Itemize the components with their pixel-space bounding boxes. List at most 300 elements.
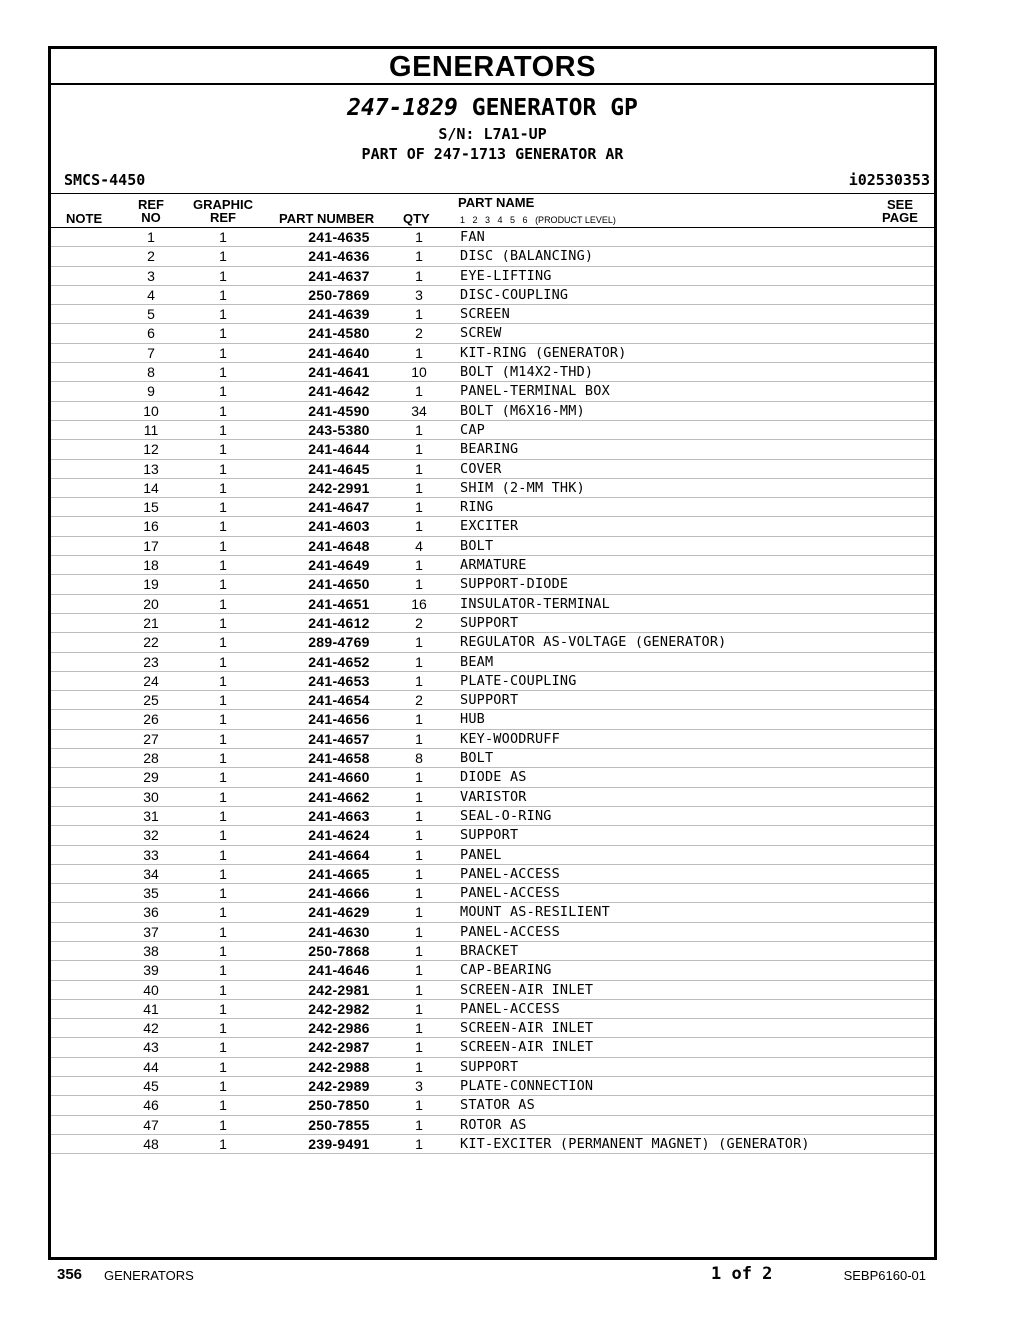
cell-part-number: 241-4642 <box>308 383 370 400</box>
cell-ref-no: 35 <box>143 885 159 902</box>
cell-ref-no: 1 <box>147 229 155 245</box>
header-ref-no <box>137 198 165 224</box>
cell-qty: 4 <box>415 537 423 554</box>
cell-part-number: 241-4648 <box>308 537 370 554</box>
cell-qty: 1 <box>415 518 423 535</box>
table-row <box>51 1038 934 1057</box>
cell-graphic-ref: 1 <box>219 595 227 612</box>
cell-part-number: 241-4666 <box>308 885 370 902</box>
cell-part-name: SCREEN-AIR INLET <box>460 1020 594 1037</box>
table-row <box>51 363 934 382</box>
cell-ref-no: 8 <box>147 364 155 381</box>
cell-part-name: BEARING <box>460 441 519 458</box>
cell-graphic-ref: 1 <box>219 1135 227 1152</box>
cell-part-number: 242-2988 <box>308 1058 370 1075</box>
cell-part-number: 241-4654 <box>308 692 370 709</box>
table-row <box>51 942 934 961</box>
table-row <box>51 749 934 768</box>
cell-part-number: 241-4635 <box>308 229 370 245</box>
cell-part-number: 241-4663 <box>308 807 370 824</box>
table-row <box>51 402 934 421</box>
cell-graphic-ref: 1 <box>219 769 227 786</box>
cell-graphic-ref: 1 <box>219 557 227 574</box>
cell-ref-no: 37 <box>143 923 159 940</box>
cell-ref-no: 45 <box>143 1078 159 1095</box>
cell-ref-no: 16 <box>143 518 159 535</box>
cell-ref-no: 6 <box>147 325 155 342</box>
cell-graphic-ref: 1 <box>219 846 227 863</box>
cell-ref-no: 7 <box>147 344 155 361</box>
cell-part-name: SCREW <box>460 325 502 342</box>
cell-part-name: EYE-LIFTING <box>460 267 552 284</box>
cell-qty: 10 <box>411 364 427 381</box>
cell-graphic-ref: 1 <box>219 306 227 323</box>
cell-graphic-ref: 1 <box>219 981 227 998</box>
table-row <box>51 826 934 845</box>
table-row <box>51 672 934 691</box>
cell-part-number: 250-7850 <box>308 1097 370 1114</box>
cell-part-number: 241-4624 <box>308 827 370 844</box>
cell-part-number: 241-4639 <box>308 306 370 323</box>
cell-part-number: 241-4629 <box>308 904 370 921</box>
cell-ref-no: 19 <box>143 576 159 593</box>
column-headers <box>51 193 934 228</box>
cell-ref-no: 3 <box>147 267 155 284</box>
cell-part-name: SCREEN-AIR INLET <box>460 981 594 998</box>
cell-qty: 1 <box>415 730 423 747</box>
cell-graphic-ref: 1 <box>219 460 227 477</box>
cell-part-number: 241-4641 <box>308 364 370 381</box>
table-row <box>51 1116 934 1135</box>
table-row <box>51 768 934 787</box>
cell-graphic-ref: 1 <box>219 325 227 342</box>
cell-qty: 1 <box>415 383 423 400</box>
cell-qty: 2 <box>415 692 423 709</box>
cell-ref-no: 24 <box>143 672 159 689</box>
cell-part-number: 241-4660 <box>308 769 370 786</box>
cell-graphic-ref: 1 <box>219 711 227 728</box>
cell-part-name: ROTOR AS <box>460 1116 527 1133</box>
cell-ref-no: 32 <box>143 827 159 844</box>
cell-qty: 2 <box>415 325 423 342</box>
cell-part-name: KIT-RING (GENERATOR) <box>460 344 627 361</box>
table-row <box>51 691 934 710</box>
cell-part-number: 250-7869 <box>308 286 370 303</box>
cell-ref-no: 48 <box>143 1135 159 1152</box>
cell-part-number: 250-7855 <box>308 1116 370 1133</box>
cell-graphic-ref: 1 <box>219 885 227 902</box>
cell-ref-no: 34 <box>143 865 159 882</box>
cell-qty: 1 <box>415 1039 423 1056</box>
cell-ref-no: 26 <box>143 711 159 728</box>
cell-graphic-ref: 1 <box>219 286 227 303</box>
cell-ref-no: 4 <box>147 286 155 303</box>
header-see-line1: SEE <box>886 197 913 212</box>
cell-qty: 1 <box>415 1097 423 1114</box>
cell-qty: 1 <box>415 827 423 844</box>
table-row <box>51 807 934 826</box>
header-graphic-line2: REF <box>210 210 236 225</box>
header-part-name: PART NAME <box>458 195 535 210</box>
cell-part-name: COVER <box>460 460 502 477</box>
cell-part-number: 241-4636 <box>308 248 370 265</box>
cell-graphic-ref: 1 <box>219 1000 227 1017</box>
table-row <box>51 923 934 942</box>
cell-part-number: 242-2987 <box>308 1039 370 1056</box>
cell-part-name: PANEL-ACCESS <box>460 923 560 940</box>
table-row <box>51 730 934 749</box>
cell-part-name: CAP-BEARING <box>460 962 552 979</box>
cell-graphic-ref: 1 <box>219 634 227 651</box>
cell-graphic-ref: 1 <box>219 942 227 959</box>
cell-qty: 1 <box>415 885 423 902</box>
cell-graphic-ref: 1 <box>219 653 227 670</box>
cell-part-name: SCREEN-AIR INLET <box>460 1039 594 1056</box>
cell-part-name: SHIM (2-MM THK) <box>460 479 585 496</box>
cell-graphic-ref: 1 <box>219 499 227 516</box>
cell-part-name: SEAL-O-RING <box>460 807 552 824</box>
cell-part-name: SUPPORT <box>460 614 519 631</box>
table-row <box>51 479 934 498</box>
table-row <box>51 1019 934 1038</box>
cell-graphic-ref: 1 <box>219 865 227 882</box>
cell-part-number: 241-4662 <box>308 788 370 805</box>
cell-ref-no: 5 <box>147 306 155 323</box>
cell-graphic-ref: 1 <box>219 827 227 844</box>
table-row <box>51 498 934 517</box>
table-row <box>51 324 934 343</box>
table-row <box>51 575 934 594</box>
cell-graphic-ref: 1 <box>219 1116 227 1133</box>
smcs-code: SMCS-4450 <box>64 171 146 189</box>
table-row <box>51 633 934 652</box>
cell-part-name: DISC-COUPLING <box>460 286 569 303</box>
cell-part-number: 241-4590 <box>308 402 370 419</box>
footer-section: GENERATORS <box>104 1268 194 1283</box>
cell-ref-no: 28 <box>143 750 159 767</box>
cell-graphic-ref: 1 <box>219 1058 227 1075</box>
cell-part-number: 241-4664 <box>308 846 370 863</box>
cell-graphic-ref: 1 <box>219 518 227 535</box>
illustration-id: i02530353 <box>848 171 930 189</box>
cell-qty: 1 <box>415 962 423 979</box>
cell-part-number: 241-4603 <box>308 518 370 535</box>
cell-part-name: SUPPORT <box>460 827 519 844</box>
cell-qty: 1 <box>415 229 423 245</box>
cell-part-name: PLATE-CONNECTION <box>460 1078 594 1095</box>
cell-part-number: 242-2989 <box>308 1078 370 1095</box>
cell-part-name: SUPPORT-DIODE <box>460 576 569 593</box>
cell-part-name: DIODE AS <box>460 769 527 786</box>
table-row <box>51 788 934 807</box>
cell-part-number: 241-4647 <box>308 499 370 516</box>
cell-qty: 1 <box>415 634 423 651</box>
cell-part-number: 241-4665 <box>308 865 370 882</box>
table-row <box>51 247 934 266</box>
cell-ref-no: 17 <box>143 537 159 554</box>
header-product-level-label: (PRODUCT LEVEL) <box>535 215 616 225</box>
cell-qty: 1 <box>415 1000 423 1017</box>
cell-graphic-ref: 1 <box>219 672 227 689</box>
cell-qty: 1 <box>415 846 423 863</box>
cell-ref-no: 31 <box>143 807 159 824</box>
cell-part-name: DISC (BALANCING) <box>460 248 594 265</box>
cell-part-name: STATOR AS <box>460 1097 535 1114</box>
header-qty: QTY <box>403 211 430 226</box>
cell-part-name: BRACKET <box>460 942 519 959</box>
cell-part-number: 241-4645 <box>308 460 370 477</box>
cell-ref-no: 44 <box>143 1058 159 1075</box>
serial-number: S/N: L7A1-UP <box>438 125 547 143</box>
cell-part-name: PANEL-ACCESS <box>460 1000 560 1017</box>
header-product-levels <box>460 214 616 227</box>
cell-ref-no: 41 <box>143 1000 159 1017</box>
cell-part-name: SCREEN <box>460 306 510 323</box>
cell-part-number: 241-4640 <box>308 344 370 361</box>
table-row <box>51 440 934 459</box>
table-row <box>51 286 934 305</box>
cell-graphic-ref: 1 <box>219 904 227 921</box>
cell-graphic-ref: 1 <box>219 692 227 709</box>
cell-qty: 1 <box>415 1135 423 1152</box>
cell-graphic-ref: 1 <box>219 383 227 400</box>
table-row <box>51 884 934 903</box>
cell-part-name: BEAM <box>460 653 494 670</box>
cell-graphic-ref: 1 <box>219 614 227 631</box>
table-row <box>51 653 934 672</box>
cell-qty: 1 <box>415 344 423 361</box>
cell-part-name: BOLT <box>460 537 494 554</box>
cell-part-name: CAP <box>460 421 485 438</box>
cell-qty: 1 <box>415 499 423 516</box>
table-row <box>51 903 934 922</box>
cell-ref-no: 2 <box>147 248 155 265</box>
table-row <box>51 382 934 401</box>
table-row <box>51 1000 934 1019</box>
cell-part-name: SUPPORT <box>460 1058 519 1075</box>
cell-part-number: 241-4650 <box>308 576 370 593</box>
cell-ref-no: 15 <box>143 499 159 516</box>
cell-graphic-ref: 1 <box>219 807 227 824</box>
table-row <box>51 460 934 479</box>
cell-part-name: PANEL-ACCESS <box>460 865 560 882</box>
cell-part-name: INSULATOR-TERMINAL <box>460 595 610 612</box>
cell-part-number: 241-4649 <box>308 557 370 574</box>
cell-part-number: 242-2981 <box>308 981 370 998</box>
header-graphic-line1: GRAPHIC <box>193 197 253 212</box>
cell-part-number: 250-7868 <box>308 942 370 959</box>
table-row <box>51 305 934 324</box>
cell-ref-no: 42 <box>143 1020 159 1037</box>
cell-part-name: ARMATURE <box>460 557 527 574</box>
table-row <box>51 865 934 884</box>
cell-ref-no: 21 <box>143 614 159 631</box>
cell-part-number: 241-4612 <box>308 614 370 631</box>
cell-graphic-ref: 1 <box>219 750 227 767</box>
cell-part-name: PANEL <box>460 846 502 863</box>
cell-ref-no: 20 <box>143 595 159 612</box>
cell-part-name: MOUNT AS-RESILIENT <box>460 904 610 921</box>
cell-qty: 1 <box>415 441 423 458</box>
cell-ref-no: 22 <box>143 634 159 651</box>
cell-qty: 2 <box>415 614 423 631</box>
cell-part-number: 241-4580 <box>308 325 370 342</box>
header-note: NOTE <box>66 211 103 226</box>
cell-graphic-ref: 1 <box>219 1097 227 1114</box>
table-row <box>51 595 934 614</box>
cell-graphic-ref: 1 <box>219 479 227 496</box>
cell-ref-no: 39 <box>143 962 159 979</box>
header-level-numbers: 1 2 3 4 5 6 <box>460 215 528 225</box>
cell-qty: 1 <box>415 788 423 805</box>
cell-graphic-ref: 1 <box>219 248 227 265</box>
cell-part-number: 241-4658 <box>308 750 370 767</box>
cell-part-number: 241-4656 <box>308 711 370 728</box>
cell-part-name: PLATE-COUPLING <box>460 672 577 689</box>
table-row <box>51 1058 934 1077</box>
cell-ref-no: 47 <box>143 1116 159 1133</box>
cell-ref-no: 27 <box>143 730 159 747</box>
cell-ref-no: 46 <box>143 1097 159 1114</box>
group-part-number: 247-1829 <box>347 95 458 121</box>
cell-part-number: 243-5380 <box>308 421 370 438</box>
cell-qty: 34 <box>411 402 427 419</box>
cell-part-number: 241-4637 <box>308 267 370 284</box>
table-row <box>51 556 934 575</box>
cell-part-number: 241-4646 <box>308 962 370 979</box>
cell-part-number: 242-2991 <box>308 479 370 496</box>
cell-part-name: EXCITER <box>460 518 519 535</box>
table-row <box>51 344 934 363</box>
cell-qty: 1 <box>415 576 423 593</box>
cell-qty: 1 <box>415 653 423 670</box>
cell-qty: 1 <box>415 981 423 998</box>
table-row <box>51 710 934 729</box>
cell-part-number: 241-4630 <box>308 923 370 940</box>
cell-part-name: PANEL-TERMINAL BOX <box>460 383 610 400</box>
cell-qty: 16 <box>411 595 427 612</box>
cell-ref-no: 18 <box>143 557 159 574</box>
cell-ref-no: 12 <box>143 441 159 458</box>
cell-qty: 1 <box>415 557 423 574</box>
footer-document-number: SEBP6160-01 <box>843 1268 926 1283</box>
cell-ref-no: 40 <box>143 981 159 998</box>
table-row <box>51 981 934 1000</box>
cell-qty: 3 <box>415 1078 423 1095</box>
header-ref-line1: REF <box>138 197 164 212</box>
cell-ref-no: 33 <box>143 846 159 863</box>
cell-part-number: 241-4653 <box>308 672 370 689</box>
table-row <box>51 517 934 536</box>
cell-ref-no: 43 <box>143 1039 159 1056</box>
cell-ref-no: 23 <box>143 653 159 670</box>
cell-part-number: 241-4644 <box>308 441 370 458</box>
group-part-title: GENERATOR GP <box>471 95 638 121</box>
cell-part-name: REGULATOR AS-VOLTAGE (GENERATOR) <box>460 634 727 651</box>
cell-graphic-ref: 1 <box>219 962 227 979</box>
table-row <box>51 421 934 440</box>
cell-part-name: PANEL-ACCESS <box>460 885 560 902</box>
page-footer <box>0 1264 1020 1288</box>
table-row <box>51 1135 934 1154</box>
header-see-page <box>880 198 920 224</box>
cell-graphic-ref: 1 <box>219 576 227 593</box>
cell-ref-no: 30 <box>143 788 159 805</box>
cell-part-name: KEY-WOODRUFF <box>460 730 560 747</box>
cell-graphic-ref: 1 <box>219 923 227 940</box>
table-row <box>51 1096 934 1115</box>
cell-qty: 1 <box>415 267 423 284</box>
table-row <box>51 267 934 286</box>
table-row <box>51 614 934 633</box>
cell-qty: 1 <box>415 711 423 728</box>
cell-qty: 1 <box>415 248 423 265</box>
cell-ref-no: 14 <box>143 479 159 496</box>
cell-part-number: 241-4657 <box>308 730 370 747</box>
cell-part-number: 289-4769 <box>308 634 370 651</box>
cell-qty: 8 <box>415 750 423 767</box>
cell-qty: 1 <box>415 1116 423 1133</box>
group-title <box>51 95 934 121</box>
cell-qty: 1 <box>415 923 423 940</box>
cell-qty: 1 <box>415 479 423 496</box>
header-see-line2: PAGE <box>882 210 918 225</box>
cell-part-name: BOLT (M6X16-MM) <box>460 402 585 419</box>
cell-qty: 1 <box>415 904 423 921</box>
cell-graphic-ref: 1 <box>219 344 227 361</box>
cell-qty: 1 <box>415 942 423 959</box>
cell-part-number: 242-2982 <box>308 1000 370 1017</box>
table-row <box>51 1077 934 1096</box>
table-row <box>51 537 934 556</box>
cell-ref-no: 25 <box>143 692 159 709</box>
header-graphic-ref <box>191 198 255 224</box>
cell-ref-no: 36 <box>143 904 159 921</box>
cell-qty: 1 <box>415 865 423 882</box>
header-ref-line2: NO <box>141 210 161 225</box>
cell-ref-no: 11 <box>143 421 159 438</box>
parts-table-body <box>51 228 934 1154</box>
cell-part-name: BOLT <box>460 750 494 767</box>
cell-part-name: KIT-EXCITER (PERMANENT MAGNET) (GENERATOR) <box>460 1135 810 1152</box>
cell-qty: 1 <box>415 1058 423 1075</box>
cell-qty: 3 <box>415 286 423 303</box>
cell-qty: 1 <box>415 421 423 438</box>
cell-ref-no: 13 <box>143 460 159 477</box>
cell-part-name: VARISTOR <box>460 788 527 805</box>
cell-ref-no: 38 <box>143 942 159 959</box>
cell-qty: 1 <box>415 1020 423 1037</box>
parts-page-frame <box>48 46 937 1260</box>
cell-qty: 1 <box>415 672 423 689</box>
group-header <box>51 85 934 193</box>
cell-graphic-ref: 1 <box>219 402 227 419</box>
cell-graphic-ref: 1 <box>219 229 227 245</box>
table-row <box>51 846 934 865</box>
cell-graphic-ref: 1 <box>219 267 227 284</box>
cell-part-name: HUB <box>460 711 485 728</box>
cell-part-name: RING <box>460 499 494 516</box>
cell-graphic-ref: 1 <box>219 364 227 381</box>
header-part-number: PART NUMBER <box>279 211 375 226</box>
cell-graphic-ref: 1 <box>219 730 227 747</box>
cell-part-number: 241-4652 <box>308 653 370 670</box>
footer-page-number: 356 <box>57 1266 83 1283</box>
cell-qty: 1 <box>415 306 423 323</box>
cell-ref-no: 9 <box>147 383 155 400</box>
cell-qty: 1 <box>415 460 423 477</box>
cell-graphic-ref: 1 <box>219 537 227 554</box>
